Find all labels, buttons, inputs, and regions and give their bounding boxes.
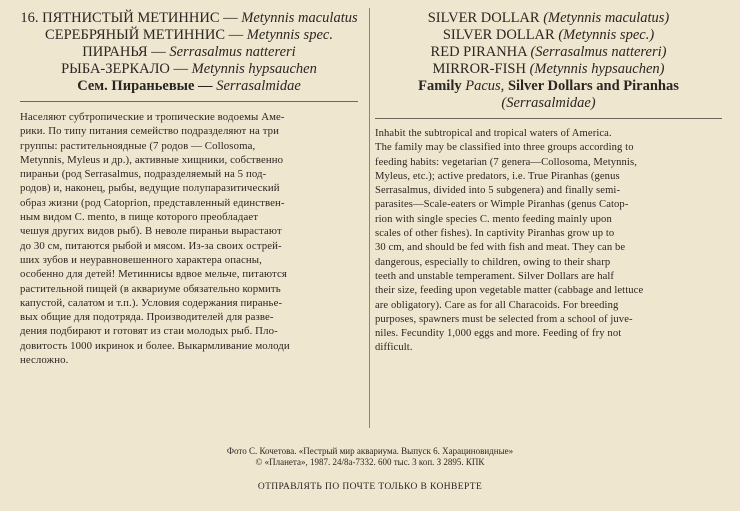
- text-line: The family may be classified into three groups according to: [375, 142, 634, 154]
- mailing-note: ОТПРАВЛЯТЬ ПО ПОЧТЕ ТОЛЬКО В КОНВЕРТЕ: [257, 482, 483, 492]
- en-heading-2: SILVER DOLLAR (Metynnis spec.): [442, 27, 655, 43]
- text-line: parasites—Scale-eaters or Wimple Piranhas (genus Catop-: [375, 199, 629, 211]
- ru-heading-rule: [20, 101, 358, 102]
- text-line: чешуя других видов рыб). В неволе пираньи вырастают: [20, 225, 282, 238]
- photo-credit: Фото С. Кочетова. «Пестрый мир аквариума. Выпуск 6. Харациновидные»: [226, 446, 514, 456]
- text-line: родов) и, наконец, рыбы, ведущие полупаразитический: [20, 182, 280, 195]
- ru-heading-1: 16. ПЯТНИСТЫЙ МЕТИННИС — Metynnis maculatus: [20, 10, 358, 26]
- ru-heading-3: ПИРАНЬЯ — Serrasalmus nattereri: [82, 44, 296, 60]
- text-line: 30 cm, and should be fed with fish and meat. They can be: [375, 242, 626, 254]
- text-line: дения подбирают и готовят из стаи молодых рыб. Пло-: [20, 325, 278, 338]
- en-family-latin: (Serrasalmidae): [501, 95, 596, 111]
- text-line: растительной пищей (в аквариуме обязательно кормить: [20, 282, 281, 295]
- en-heading-3: RED PIRANHA (Serrasalmus nattereri): [430, 44, 667, 60]
- publisher-credits: [0, 446, 740, 468]
- en-family-heading: Family Pacus, Silver Dollars and Piranhas: [418, 78, 679, 94]
- en-heading-4: MIRROR-FISH (Metynnis hypsauchen): [432, 61, 665, 77]
- text-line: особенно для детей! Метиннисы вдвое мельче, питаются: [20, 268, 287, 281]
- russian-column: [20, 10, 358, 367]
- en-heading-rule: [375, 118, 722, 119]
- column-divider: [369, 8, 370, 428]
- text-line: difficult.: [375, 342, 413, 354]
- text-line: до 30 см, питаются рыбой и мясом. Из-за своих острей-: [20, 239, 282, 252]
- ru-family-heading: Сем. Пираньевые — Serrasalmidae: [77, 78, 301, 94]
- russian-description: [20, 110, 358, 367]
- text-line: Myleus, etc.); active predators, i.e. True Piranhas (genus: [375, 170, 620, 182]
- text-line: teeth and unstable temperament. Silver Dollars are half: [375, 270, 615, 282]
- english-description: [375, 127, 722, 356]
- text-line: dangerous, especially to children, owing to their sharp: [375, 256, 611, 268]
- text-line: группы: растительноядные (7 родов — Collosoma,: [20, 139, 256, 152]
- text-line: Metynnis, Myleus и др.), активные хищники, собственно: [20, 153, 284, 166]
- text-line: пираньи (род Serrasalmus, подразделяемый на 5 под-: [20, 168, 267, 181]
- print-info: © «Планета», 1987. 24/8а-7332. 600 тыс. 3 коп. З 2895. КПК: [255, 457, 485, 467]
- english-column: [375, 10, 722, 356]
- text-line: Inhabit the subtropical and tropical waters of America.: [375, 128, 612, 139]
- text-line: their size, feeding upon vegetable matter (cabbage and lettuce: [375, 285, 644, 297]
- text-line: ным видом C. mento, в пище которого преобладает: [20, 211, 259, 224]
- en-heading-1: SILVER DOLLAR (Metynnis maculatus): [427, 10, 670, 26]
- text-line: капустой, салатом и т.п.). Условия содержания пиранье-: [20, 296, 283, 309]
- text-line: niles. Fecundity 1,000 eggs and more. Feeding of fry not: [375, 328, 622, 340]
- text-line: вых общие для подотряда. Производителей для разве-: [20, 311, 274, 324]
- english-headings: [375, 10, 722, 112]
- text-line: Населяют субтропические и тропические водоемы Аме-: [20, 111, 285, 123]
- text-line: рики. По типу питания семейство подразделяют на три: [20, 125, 280, 138]
- text-line: are obligatory). Care as for all Characoids. For breeding: [375, 299, 619, 311]
- text-line: несложно.: [20, 354, 69, 367]
- ru-heading-2: СЕРЕБРЯНЫЙ МЕТИННИС — Metynnis spec.: [45, 27, 333, 43]
- text-line: rion with single species C. mento feeding mainly upon: [375, 213, 612, 225]
- russian-headings: [20, 10, 358, 95]
- text-line: feeding habits: vegetarian (7 genera—Collosoma, Metynnis,: [375, 156, 637, 168]
- text-line: ших зубов и неуравновешенного характера опасны,: [20, 253, 262, 266]
- text-line: purposes, spawners must be selected from a school of juve-: [375, 313, 633, 325]
- text-line: довитость 1000 икринок и более. Выкармливание молоди: [20, 339, 290, 352]
- text-line: образ жизни (род Catoprion, представленный единствен-: [20, 196, 285, 209]
- ru-heading-4: РЫБА-ЗЕРКАЛО — Metynnis hypsauchen: [61, 61, 317, 77]
- text-line: Serrasalmus, divided into 5 subgenera) and finally semi-: [375, 185, 621, 197]
- text-line: scales of other fishes). In captivity Piranhas grow up to: [375, 228, 615, 240]
